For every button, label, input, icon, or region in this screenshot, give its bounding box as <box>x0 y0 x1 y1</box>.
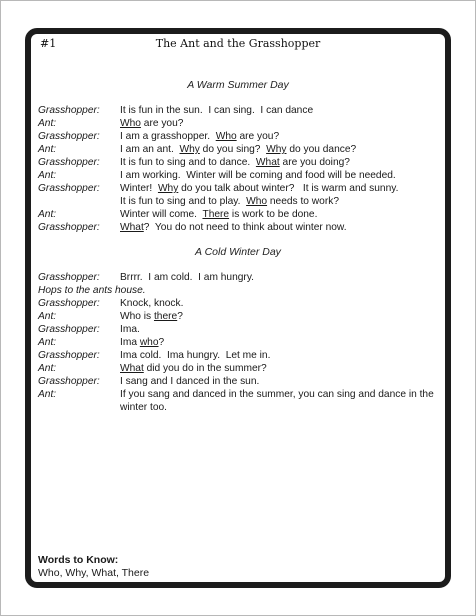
speaker-label: Grasshopper: <box>38 272 100 283</box>
dialogue-line <box>38 156 439 169</box>
speaker-label: Grasshopper: <box>38 222 100 233</box>
dialogue-line <box>38 388 439 414</box>
speaker-label: Grasshopper: <box>38 324 100 335</box>
dialogue-line <box>38 336 439 349</box>
dialogue-text: Who is there? <box>120 311 183 322</box>
dialogue-text: I am an ant. Why do you sing? Why do you dance? <box>120 144 357 155</box>
speaker-label: Grasshopper: <box>38 131 100 142</box>
dialogue-text: It is fun to sing and to play. Who needs to work? <box>120 196 339 207</box>
dialogue-line <box>38 323 439 336</box>
speaker-label: Ant: <box>38 118 57 129</box>
dialogue-text: Brrrr. I am cold. I am hungry. <box>120 272 254 283</box>
dialogue-text: What did you do in the summer? <box>120 363 267 374</box>
words-to-know-list: Who, Why, What, There <box>38 567 150 579</box>
dialogue-line <box>38 271 439 284</box>
dialogue-line <box>38 375 439 388</box>
scene-heading-winter: A Cold Winter Day <box>195 246 281 258</box>
worksheet-number: #1 <box>40 37 57 50</box>
dialogue-text: I sang and I danced in the sun. <box>120 376 260 387</box>
dialogue-text: It is fun in the sun. I can sing. I can dance <box>120 105 314 116</box>
speaker-label: Ant: <box>38 144 57 155</box>
dialogue-line <box>38 117 439 130</box>
speaker-label: Grasshopper: <box>38 350 100 361</box>
speaker-label: Grasshopper: <box>38 298 100 309</box>
speaker-label: Ant: <box>38 389 57 400</box>
speaker-label: Ant: <box>38 209 57 220</box>
speaker-label: Grasshopper: <box>38 183 100 194</box>
winter-dialogue <box>38 271 439 414</box>
worksheet-title: The Ant and the Grasshopper <box>155 37 321 50</box>
dialogue-text: Winter! Why do you talk about winter? It is warm and sunny. <box>120 183 399 194</box>
words-to-know-label: Words to Know: <box>38 554 119 566</box>
dialogue-line <box>38 143 439 156</box>
dialogue-line <box>38 221 439 234</box>
speaker-label: Ant: <box>38 311 57 322</box>
dialogue-text: Knock, knock. <box>120 298 184 309</box>
worksheet-frame <box>25 28 451 588</box>
dialogue-text: What? You do not need to think about winter now. <box>120 222 347 233</box>
speaker-label: Grasshopper: <box>38 376 100 387</box>
dialogue-line <box>38 297 439 310</box>
speaker-label: Ant: <box>38 337 57 348</box>
dialogue-text: Ima who? <box>120 337 165 348</box>
dialogue-text: Ima cold. Ima hungry. Let me in. <box>120 350 271 361</box>
speaker-label: Grasshopper: <box>38 105 100 116</box>
dialogue-line <box>38 182 439 195</box>
dialogue-text: If you sang and danced in the summer, you can sing and dance in the winter too. <box>120 389 434 413</box>
summer-dialogue <box>38 104 439 234</box>
dialogue-line <box>38 195 439 208</box>
speaker-label: Ant: <box>38 363 57 374</box>
dialogue-line <box>38 349 439 362</box>
dialogue-text: I am working. Winter will be coming and food will be needed. <box>120 170 396 181</box>
dialogue-line <box>38 104 439 117</box>
dialogue-text: It is fun to sing and to dance. What are you doing? <box>120 157 350 168</box>
speaker-label: Grasshopper: <box>38 157 100 168</box>
dialogue-line <box>38 169 439 182</box>
dialogue-line <box>38 208 439 221</box>
dialogue-text: Winter will come. There is work to be done. <box>120 209 318 220</box>
stage-direction: Hops to the ants house. <box>38 285 146 296</box>
dialogue-text: I am a grasshopper. Who are you? <box>120 131 280 142</box>
dialogue-text: Who are you? <box>120 118 184 129</box>
scene-heading-summer: A Warm Summer Day <box>187 79 289 91</box>
speaker-label <box>38 195 120 208</box>
dialogue-text: Ima. <box>120 324 140 335</box>
dialogue-line <box>38 130 439 143</box>
dialogue-line <box>38 362 439 375</box>
dialogue-line <box>38 310 439 323</box>
speaker-label: Ant: <box>38 170 57 181</box>
